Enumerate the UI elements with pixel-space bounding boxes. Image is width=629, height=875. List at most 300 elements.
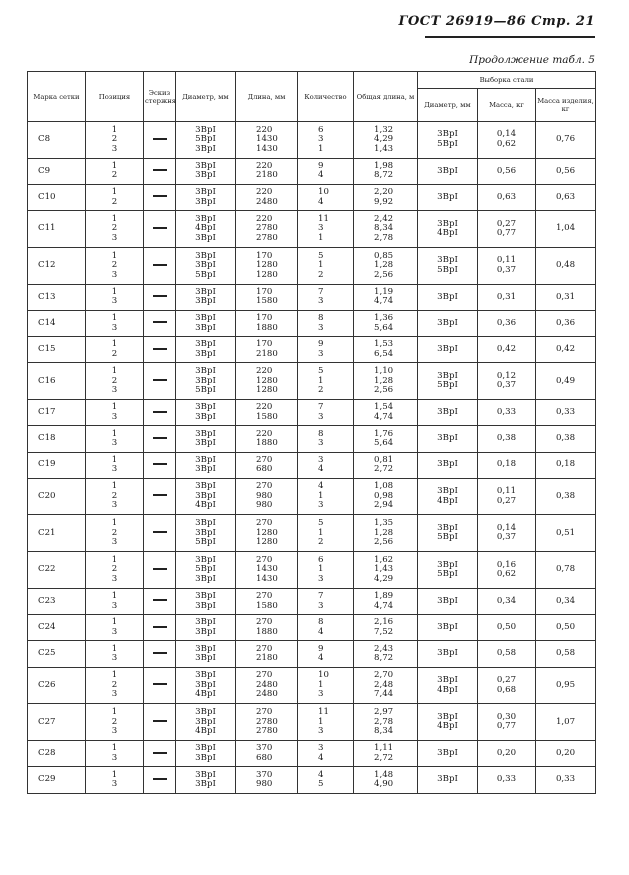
table-row (28, 247, 596, 284)
mark-cell-text: С12 (38, 260, 56, 271)
diameter-cell-text: 3ВрI 3ВрI (195, 339, 216, 359)
diameter-cell (176, 400, 236, 426)
sketch-cell (144, 310, 176, 336)
total-length-cell-text: 1,36 5,64 (374, 313, 394, 333)
item-mass-cell-text: 0,95 (555, 679, 576, 690)
sel-mass-cell-text: 0,20 (496, 748, 517, 759)
item-mass-cell-text: 0,18 (555, 459, 576, 470)
sel-diameter-cell (418, 615, 478, 641)
length-cell (236, 767, 298, 793)
item-mass-cell (536, 589, 596, 615)
sketch-cell (144, 452, 176, 478)
total-length-cell (354, 615, 418, 641)
position-cell (86, 184, 144, 210)
item-mass-cell (536, 767, 596, 793)
position-cell (86, 426, 144, 452)
count-cell-text: 8 3 (318, 313, 324, 333)
diameter-cell-text: 3ВрI 3ВрI (195, 743, 216, 763)
mark-cell (28, 552, 86, 589)
diameter-cell (176, 310, 236, 336)
mark-cell-text: С22 (38, 564, 56, 575)
count-cell-text: 9 4 (318, 160, 324, 181)
count-cell-text: 5 1 2 (318, 518, 324, 548)
item-mass-cell (536, 310, 596, 336)
sel-mass-cell (478, 641, 536, 667)
table-row (28, 589, 596, 615)
sketch-cell (144, 704, 176, 741)
item-mass-cell-text: 0,48 (555, 260, 576, 271)
sel-mass-cell (478, 667, 536, 704)
position-cell-text: 1 2 3 (111, 518, 118, 548)
length-cell (236, 478, 298, 515)
count-cell (298, 641, 354, 667)
mark-cell-text: С11 (38, 223, 56, 234)
position-cell (86, 284, 144, 310)
count-cell-text: 8 4 (318, 617, 324, 637)
sel-diameter-cell (418, 337, 478, 363)
count-cell (298, 515, 354, 552)
sel-diameter-cell (418, 641, 478, 667)
sel-diameter-cell-text: 3ВрI 5ВрI (437, 559, 458, 580)
count-cell-text: 8 3 (318, 428, 324, 448)
sel-diameter-cell (418, 284, 478, 310)
diameter-cell (176, 641, 236, 667)
sel-mass-cell (478, 247, 536, 284)
sel-diameter-cell-text: 3ВрI (437, 407, 458, 418)
sel-mass-cell (478, 478, 536, 515)
count-cell-text: 11 3 1 (318, 213, 329, 243)
position-cell (86, 741, 144, 767)
rebar-table (27, 71, 596, 794)
total-length-cell (354, 247, 418, 284)
length-cell-text: 170 1880 (256, 313, 278, 333)
diameter-cell (176, 667, 236, 704)
sel-mass-cell (478, 615, 536, 641)
mark-cell-text: С25 (38, 648, 56, 659)
diameter-cell (176, 767, 236, 793)
sel-diameter-cell-text: 3ВрI (437, 291, 458, 302)
position-cell (86, 158, 144, 184)
sel-mass-cell (478, 704, 536, 741)
length-cell-text: 270 680 (256, 454, 273, 475)
table-row (28, 426, 596, 452)
sketch-cell (144, 515, 176, 552)
position-cell-text: 1 2 (111, 187, 118, 207)
item-mass-cell-text: 0,31 (555, 291, 576, 302)
item-mass-cell (536, 641, 596, 667)
diameter-cell-text: 3ВрI 3ВрI (195, 187, 216, 207)
count-cell (298, 337, 354, 363)
length-cell (236, 704, 298, 741)
length-cell-text: 270 1880 (256, 617, 278, 637)
length-cell-text: 270 1580 (256, 591, 278, 611)
col-selection: Выборка стали (418, 72, 596, 89)
diameter-cell (176, 284, 236, 310)
sel-mass-cell (478, 363, 536, 400)
position-cell-text: 1 2 3 (111, 213, 118, 243)
header-rule (425, 36, 595, 38)
diameter-cell (176, 363, 236, 400)
table-row (28, 452, 596, 478)
length-cell-text: 220 1580 (256, 402, 278, 422)
length-cell-text: 270 2780 2780 (256, 707, 278, 737)
diameter-cell-text: 3ВрI 5ВрI 3ВрI (195, 555, 216, 584)
table-row (28, 363, 596, 400)
sel-mass-cell-text: 0,36 (496, 317, 517, 328)
mark-cell (28, 363, 86, 400)
position-cell-text: 1 3 (111, 617, 118, 637)
sel-mass-cell (478, 589, 536, 615)
length-cell (236, 515, 298, 552)
col-sel-diameter: Диаметр, мм (418, 89, 478, 122)
rebar-sketch-icon (153, 264, 167, 266)
total-length-cell-text: 1,48 4,90 (374, 769, 394, 790)
total-length-cell (354, 400, 418, 426)
length-cell-text: 370 680 (256, 743, 273, 763)
rebar-sketch-icon (153, 348, 167, 350)
length-cell-text: 220 2780 2780 (256, 213, 278, 243)
sel-mass-cell (478, 552, 536, 589)
length-cell-text: 270 2480 2480 (256, 670, 278, 700)
position-cell-text: 1 2 3 (111, 707, 118, 737)
diameter-cell-text: 3ВрI 5ВрI 3ВрI (195, 124, 216, 154)
diameter-cell-text: 3ВрI 3ВрI (195, 617, 216, 637)
total-length-cell-text: 1,76 5,64 (374, 428, 394, 448)
table-row (28, 704, 596, 741)
sel-mass-cell (478, 122, 536, 159)
sel-diameter-cell (418, 478, 478, 515)
sel-mass-cell (478, 400, 536, 426)
count-cell (298, 122, 354, 159)
count-cell-text: 4 5 (318, 769, 324, 790)
count-cell (298, 767, 354, 793)
count-cell-text: 5 1 2 (318, 366, 324, 395)
diameter-cell (176, 741, 236, 767)
total-length-cell (354, 767, 418, 793)
table-row (28, 211, 596, 248)
diameter-cell (176, 515, 236, 552)
length-cell (236, 552, 298, 589)
position-cell (86, 552, 144, 589)
mark-cell-text: С17 (38, 407, 56, 418)
sel-diameter-cell (418, 552, 478, 589)
length-cell-text: 220 2480 (256, 187, 278, 207)
position-cell (86, 641, 144, 667)
sel-mass-cell-text: 0,16 0,62 (496, 559, 517, 580)
position-cell (86, 704, 144, 741)
col-item-mass: Масса изделия, кг (536, 89, 596, 122)
total-length-cell (354, 641, 418, 667)
count-cell-text: 3 4 (318, 743, 324, 763)
sketch-cell (144, 589, 176, 615)
sel-mass-cell-text: 0,27 0,77 (496, 218, 517, 239)
sel-mass-cell-text: 0,33 (496, 774, 517, 785)
diameter-cell (176, 211, 236, 248)
mark-cell-text: С8 (38, 134, 51, 145)
total-length-cell-text: 2,43 8,72 (374, 643, 394, 664)
rebar-sketch-icon (153, 411, 167, 413)
mark-cell-text: С10 (38, 191, 56, 202)
mark-cell (28, 478, 86, 515)
total-length-cell-text: 1,11 2,72 (374, 743, 394, 763)
rebar-sketch-icon (153, 321, 167, 323)
diameter-cell-text: 3ВрI 3ВрI (195, 286, 216, 307)
rebar-sketch-icon (153, 494, 167, 496)
length-cell (236, 426, 298, 452)
total-length-cell (354, 589, 418, 615)
sel-mass-cell-text: 0,63 (496, 191, 517, 202)
count-cell (298, 452, 354, 478)
item-mass-cell-text: 0,42 (555, 344, 576, 355)
sel-diameter-cell (418, 767, 478, 793)
length-cell-text: 220 2180 (256, 160, 278, 181)
total-length-cell-text: 2,20 9,92 (374, 187, 394, 207)
sketch-cell (144, 400, 176, 426)
rebar-sketch-icon (153, 379, 167, 381)
count-cell-text: 6 3 1 (318, 124, 324, 154)
sel-diameter-cell-text: 3ВрI (437, 344, 458, 355)
col-total-length: Общая длина, м (354, 72, 418, 122)
rebar-sketch-icon (153, 227, 167, 229)
position-cell (86, 247, 144, 284)
length-cell-text: 220 1280 1280 (256, 366, 278, 395)
sel-mass-cell (478, 515, 536, 552)
item-mass-cell-text: 0,56 (555, 165, 576, 176)
sketch-cell (144, 426, 176, 452)
sel-diameter-cell (418, 184, 478, 210)
diameter-cell-text: 3ВрI 3ВрI 4ВрI (195, 481, 216, 511)
position-cell-text: 1 3 (111, 428, 118, 448)
sel-mass-cell (478, 767, 536, 793)
sel-diameter-cell (418, 452, 478, 478)
diameter-cell-text: 3ВрI 4ВрI 3ВрI (195, 213, 216, 243)
sketch-cell (144, 247, 176, 284)
diameter-cell (176, 478, 236, 515)
sel-mass-cell-text: 0,18 (496, 459, 517, 470)
mark-cell-text: С23 (38, 595, 56, 606)
count-cell (298, 400, 354, 426)
mark-cell (28, 158, 86, 184)
rebar-sketch-icon (153, 295, 167, 297)
item-mass-cell (536, 515, 596, 552)
position-cell (86, 667, 144, 704)
col-sel-mass: Масса, кг (478, 89, 536, 122)
total-length-cell (354, 337, 418, 363)
total-length-cell (354, 478, 418, 515)
item-mass-cell (536, 615, 596, 641)
sel-mass-cell-text: 0,14 0,62 (496, 129, 517, 149)
length-cell (236, 337, 298, 363)
diameter-cell-text: 3ВрI 3ВрI (195, 591, 216, 611)
count-cell (298, 478, 354, 515)
position-cell-text: 1 2 (111, 160, 118, 181)
mark-cell-text: С21 (38, 527, 56, 538)
sel-mass-cell (478, 426, 536, 452)
position-cell-text: 1 2 3 (111, 555, 118, 584)
length-cell (236, 400, 298, 426)
length-cell (236, 310, 298, 336)
position-cell (86, 478, 144, 515)
table-row (28, 515, 596, 552)
item-mass-cell (536, 426, 596, 452)
mark-cell (28, 767, 86, 793)
position-cell (86, 310, 144, 336)
total-length-cell (354, 284, 418, 310)
mark-cell-text: С28 (38, 748, 56, 759)
total-length-cell (354, 363, 418, 400)
count-cell (298, 247, 354, 284)
count-cell-text: 7 3 (318, 286, 324, 307)
total-length-cell (354, 667, 418, 704)
sel-diameter-cell-text: 3ВрI (437, 191, 458, 202)
item-mass-cell-text: 0,49 (555, 375, 576, 386)
count-cell-text: 5 1 2 (318, 250, 324, 280)
length-cell-text: 170 1280 1280 (256, 250, 278, 280)
mark-cell (28, 284, 86, 310)
sel-diameter-cell-text: 3ВрI 4ВрI (437, 218, 458, 239)
sel-mass-cell-text: 0,27 0,68 (496, 675, 517, 695)
mark-cell (28, 741, 86, 767)
sel-mass-cell-text: 0,33 (496, 407, 517, 418)
diameter-cell (176, 184, 236, 210)
table-row (28, 184, 596, 210)
page-header: ГОСТ 26919—86 Стр. 21 (398, 14, 595, 29)
sketch-cell (144, 741, 176, 767)
position-cell-text: 1 3 (111, 454, 118, 475)
table-row (28, 284, 596, 310)
mark-cell (28, 426, 86, 452)
mark-cell-text: С9 (38, 165, 51, 176)
item-mass-cell-text: 0,33 (555, 774, 576, 785)
length-cell (236, 741, 298, 767)
position-cell-text: 1 2 3 (111, 124, 118, 154)
item-mass-cell-text: 0,76 (555, 134, 576, 145)
sel-mass-cell-text: 0,14 0,37 (496, 522, 517, 543)
mark-cell (28, 337, 86, 363)
total-length-cell-text: 1,08 0,98 2,94 (374, 481, 394, 511)
item-mass-cell-text: 0,38 (555, 490, 576, 501)
sel-mass-cell-text: 0,12 0,37 (496, 370, 517, 391)
total-length-cell (354, 515, 418, 552)
item-mass-cell-text: 0,20 (555, 748, 576, 759)
diameter-cell (176, 158, 236, 184)
diameter-cell (176, 589, 236, 615)
sel-diameter-cell-text: 3ВрI 4ВрI (437, 711, 458, 732)
col-sketch: Эскиз стержня (144, 72, 176, 122)
table-row (28, 615, 596, 641)
table-row (28, 310, 596, 336)
count-cell (298, 667, 354, 704)
rebar-sketch-icon (153, 683, 167, 685)
item-mass-cell-text: 0,33 (555, 407, 576, 418)
diameter-cell (176, 552, 236, 589)
table-row (28, 158, 596, 184)
sketch-cell (144, 158, 176, 184)
diameter-cell-text: 3ВрI 3ВрI (195, 454, 216, 475)
item-mass-cell (536, 478, 596, 515)
total-length-cell (354, 741, 418, 767)
item-mass-cell (536, 552, 596, 589)
count-cell-text: 10 1 3 (318, 670, 329, 700)
item-mass-cell (536, 211, 596, 248)
item-mass-cell (536, 158, 596, 184)
sel-diameter-cell (418, 704, 478, 741)
diameter-cell (176, 704, 236, 741)
mark-cell (28, 452, 86, 478)
total-length-cell (354, 158, 418, 184)
rebar-sketch-icon (153, 599, 167, 601)
sketch-cell (144, 615, 176, 641)
item-mass-cell-text: 0,34 (555, 595, 576, 606)
position-cell (86, 211, 144, 248)
position-cell-text: 1 3 (111, 313, 118, 333)
sketch-cell (144, 767, 176, 793)
sel-diameter-cell-text: 3ВрI (437, 165, 458, 176)
position-cell (86, 452, 144, 478)
total-length-cell (354, 552, 418, 589)
count-cell (298, 589, 354, 615)
count-cell (298, 363, 354, 400)
item-mass-cell (536, 284, 596, 310)
position-cell-text: 1 3 (111, 643, 118, 664)
sel-diameter-cell (418, 515, 478, 552)
item-mass-cell (536, 667, 596, 704)
length-cell (236, 184, 298, 210)
position-cell (86, 515, 144, 552)
rebar-sketch-icon (153, 169, 167, 171)
sel-mass-cell-text: 0,50 (496, 622, 517, 633)
count-cell-text: 7 3 (318, 591, 324, 611)
sketch-cell (144, 211, 176, 248)
count-cell (298, 552, 354, 589)
position-cell (86, 363, 144, 400)
table-caption: Продолжение табл. 5 (469, 54, 595, 66)
sel-mass-cell (478, 337, 536, 363)
mark-cell (28, 667, 86, 704)
total-length-cell-text: 0,81 2,72 (374, 454, 394, 475)
diameter-cell-text: 3ВрI 3ВрI (195, 769, 216, 790)
diameter-cell-text: 3ВрI 3ВрI (195, 160, 216, 181)
rebar-sketch-icon (153, 463, 167, 465)
length-cell (236, 589, 298, 615)
sketch-cell (144, 184, 176, 210)
mark-cell-text: С15 (38, 344, 56, 355)
sel-mass-cell (478, 158, 536, 184)
item-mass-cell-text: 0,38 (555, 433, 576, 444)
mark-cell-text: С29 (38, 774, 56, 785)
mark-cell-text: С13 (38, 291, 56, 302)
mark-cell (28, 515, 86, 552)
total-length-cell (354, 211, 418, 248)
total-length-cell-text: 2,97 2,78 8,34 (374, 707, 394, 737)
sel-diameter-cell (418, 400, 478, 426)
sel-mass-cell-text: 0,38 (496, 433, 517, 444)
rebar-sketch-icon (153, 626, 167, 628)
diameter-cell (176, 122, 236, 159)
count-cell (298, 310, 354, 336)
count-cell (298, 704, 354, 741)
length-cell (236, 615, 298, 641)
total-length-cell-text: 1,53 6,54 (374, 339, 394, 359)
sel-mass-cell-text: 0,34 (496, 595, 517, 606)
sel-diameter-cell-text: 3ВрI (437, 648, 458, 659)
diameter-cell (176, 452, 236, 478)
table-row (28, 741, 596, 767)
count-cell (298, 741, 354, 767)
length-cell-text: 170 1580 (256, 286, 278, 307)
position-cell-text: 1 3 (111, 402, 118, 422)
total-length-cell-text: 2,42 8,34 2,78 (374, 213, 394, 243)
